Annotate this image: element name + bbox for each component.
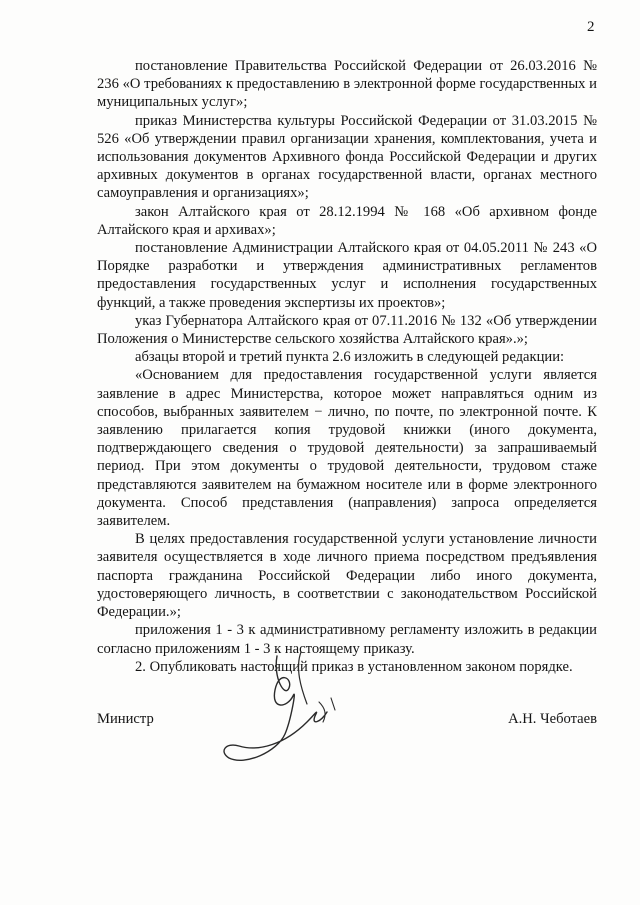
paragraph-appendices: приложения 1 - 3 к административному регламенту изложить в редакции согласно приложениям 1 - 3 к настоящему приказу. [97,622,597,657]
paragraph-amendment-intro: абзацы второй и третий пункта 2.6 изложить в следующей редакции: [135,349,565,366]
paragraph-altai-archive-law: закон Алтайского края от 28.12.1994 № 168 «Об архивном фонде Алтайского края и архивах»; [97,203,597,238]
paragraph-service-basis: «Основанием для предоставления государственной услуги является заявление в адрес Министерства, которое может направляться одним из способов, выбранных заявителем − лично, по почте, по электронной почте. К заявлению прилагается копия трудовой книжки (иного документа, подтверждающего сведения о трудовой деятельности) за запрашиваемый период. При этом документы о трудовой деятельности, трудовом стаже представляются заявителем на бумажном носителе или в форме электронного документа. Способ представления (направления) запроса определяется заявителем. [97,367,597,530]
signature-block [97,711,597,731]
paragraph-government-decree-2016: постановление Правительства Российской Федерации от 26.03.2016 № 236 «О требованиях к предоставлению в электронной форме государственных и муниципальных услуг»; [97,58,597,111]
page-number: 2 [587,19,595,35]
paragraph-publish-order: 2. Опубликовать настоящий приказ в установленном законом порядке. [135,658,573,675]
paragraph-altai-administration-decree: постановление Администрации Алтайского края от 04.05.2011 № 243 «О Порядке разработки и утверждения административных регламентов предоставления государственных услуг и исполнения государственных функций, а также проведения экспертизы их проектов»; [97,240,597,311]
paragraph-identity-verification: В целях предоставления государственной услуги установление личности заявителя осуществляется в ходе личного приема посредством предъявления паспорта гражданина Российской Федерации либо иного документа, удостоверяющего личность, в соответствии с законодательством Российской Федерации.»; [97,531,597,621]
paragraph-governor-decree: указ Губернатора Алтайского края от 07.11.2016 № 132 «Об утверждении Положения о Министерстве сельского хозяйства Алтайского края».»; [97,312,597,348]
paragraph-culture-ministry-order: приказ Министерства культуры Российской Федерации от 31.03.2015 № 526 «Об утверждении правил организации хранения, комплектования, учета и использования документов Архивного фонда Российской Федерации и других архивных документов в органах государственной власти, органах местного самоуправления и организациях»; [97,112,597,202]
signer-title: Министр [97,711,154,727]
document-body [97,57,597,676]
signer-name: А.Н. Чеботаев [508,711,597,727]
handwritten-signature [215,648,375,768]
